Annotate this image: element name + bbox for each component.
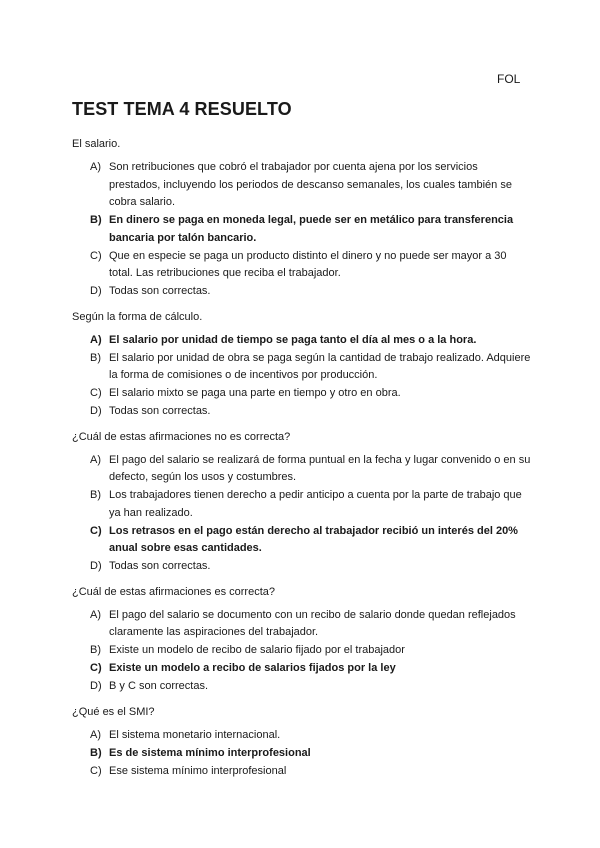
option-d: [72, 678, 532, 696]
option-text: El salario mixto se paga una parte en tiempo y otro en obra.: [109, 387, 401, 399]
question-text: Según la forma de cálculo.: [72, 310, 203, 323]
option-text: Ese sistema mínimo interprofesional: [109, 764, 287, 777]
option-d: [72, 558, 532, 576]
option-text: El sistema monetario internacional.: [109, 728, 281, 741]
option-b: [72, 350, 532, 385]
subject-tag: FOL: [497, 72, 521, 86]
option-letter: A): [90, 333, 102, 346]
option-letter: D): [90, 285, 102, 297]
page-title: TEST TEMA 4 RESUELTO: [72, 99, 292, 119]
options-list: [72, 452, 532, 576]
question: [72, 705, 532, 781]
option-letter: C): [90, 387, 102, 399]
option-b: [72, 487, 532, 522]
option-text: El salario por unidad de obra se paga según la cantidad de trabajo realizado. Adquiere la forma de comisiones o de incentivos por producción.: [109, 351, 531, 381]
option-c-correct: [72, 660, 532, 678]
option-a: [72, 607, 532, 642]
question-text: ¿Cuál de estas afirmaciones es correcta?: [72, 585, 275, 598]
questions-list: [72, 137, 532, 789]
option-text: Todas son correctas.: [109, 285, 211, 297]
question-text: ¿Cuál de estas afirmaciones no es correcta?: [72, 430, 291, 443]
question: [72, 310, 532, 421]
option-a: [72, 159, 532, 212]
option-d: [72, 403, 532, 421]
option-b-correct: [72, 745, 532, 763]
option-letter: B): [90, 351, 101, 364]
option-text: El pago del salario se documento con un recibo de salario donde quedan reflejados claramente las aspiraciones del trabajador.: [109, 608, 516, 638]
option-text: En dinero se paga en moneda legal, puede ser en metálico para transferencia bancaria por talón bancario.: [109, 214, 514, 244]
options-list: [72, 159, 532, 301]
option-text: Todas son correctas.: [109, 405, 211, 417]
option-a-correct: [72, 332, 532, 350]
option-text: El salario por unidad de tiempo se paga tanto el día al mes o a la hora.: [109, 333, 477, 346]
option-d: [72, 283, 532, 301]
option-text: Todas son correctas.: [109, 560, 211, 572]
option-letter: D): [90, 560, 102, 572]
option-b-correct: [72, 212, 532, 247]
option-c: [72, 763, 532, 781]
option-letter: D): [90, 680, 102, 692]
question-text: ¿Qué es el SMI?: [72, 705, 155, 718]
option-text: El pago del salario se realizará de forma puntual en la fecha y lugar convenido o en su defecto, según los usos y costumbres.: [109, 453, 531, 483]
option-b: [72, 642, 532, 660]
option-letter: A): [90, 728, 101, 741]
question: [72, 430, 532, 576]
option-letter: A): [90, 608, 101, 621]
option-c: [72, 385, 532, 403]
option-text: Existe un modelo de recibo de salario fijado por el trabajador: [109, 644, 405, 656]
option-letter: C): [90, 764, 102, 777]
question-text: El salario.: [72, 138, 121, 150]
options-list: [72, 607, 532, 696]
option-c-correct: [72, 523, 532, 558]
option-c: [72, 248, 532, 283]
options-list: [72, 727, 532, 781]
option-a: [72, 727, 532, 745]
option-text: Existe un modelo a recibo de salarios fijados por la ley: [109, 662, 396, 674]
option-text: Los retrasos en el pago están derecho al trabajador recibió un interés del 20% anual sobre esas cantidades.: [109, 524, 518, 554]
options-list: [72, 332, 532, 421]
option-letter: B): [90, 746, 102, 759]
option-letter: C): [90, 249, 102, 262]
option-letter: D): [90, 405, 102, 417]
option-text: Los trabajadores tienen derecho a pedir anticipo a cuenta por la parte de trabajo que ya han realizado.: [109, 489, 522, 519]
option-a: [72, 452, 532, 487]
option-text: B y C son correctas.: [109, 680, 209, 692]
question: [72, 137, 532, 301]
option-letter: B): [90, 214, 102, 226]
question: [72, 585, 532, 696]
option-letter: A): [90, 453, 101, 466]
option-text: Es de sistema mínimo interprofesional: [109, 746, 311, 759]
option-letter: C): [90, 662, 102, 674]
option-letter: A): [90, 161, 101, 173]
option-letter: B): [90, 489, 101, 501]
option-text: Son retribuciones que cobró el trabajador por cuenta ajena por los servicios prestados, incluyendo los periodos de descanso semanales, los cuales también se cobra salario.: [109, 161, 512, 208]
option-text: Que en especie se paga un producto distinto el dinero y no puede ser mayor a 30 total. Las retribuciones que reciba el trabajador.: [109, 249, 507, 279]
option-letter: C): [90, 524, 102, 537]
option-letter: B): [90, 644, 101, 656]
